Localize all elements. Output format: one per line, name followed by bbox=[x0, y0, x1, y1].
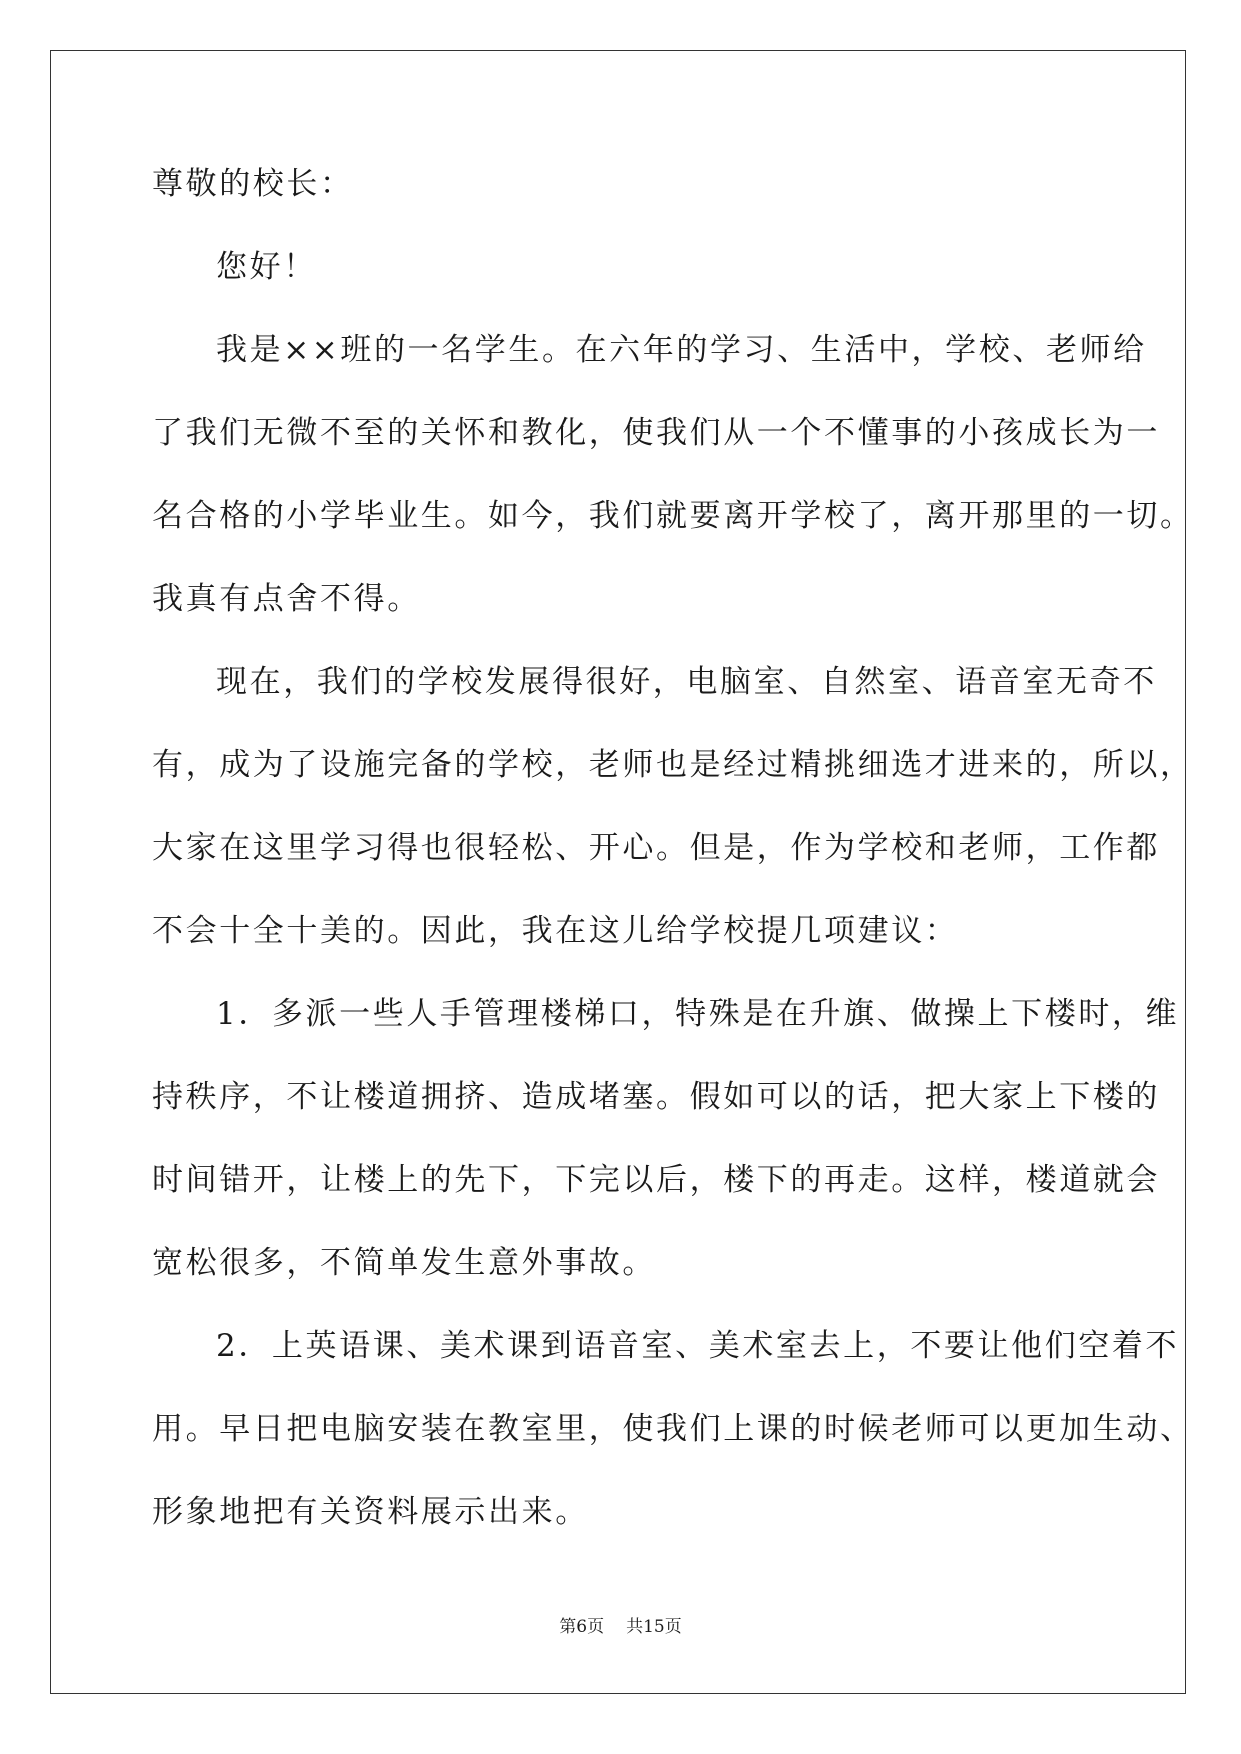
suggestion-2-line: 形象地把有关资料展示出来。 bbox=[152, 1494, 589, 1530]
paragraph-line: 现在，我们的学校发展得很好，电脑室、自然室、语音室无奇不 bbox=[216, 664, 1157, 700]
paragraph-line: 大家在这里学习得也很轻松、开心。但是，作为学校和老师，工作都 bbox=[152, 830, 1160, 866]
page-footer bbox=[0, 1617, 1241, 1637]
salutation: 尊敬的校长： bbox=[152, 166, 354, 202]
paragraph-line: 我真有点舍不得。 bbox=[152, 581, 421, 617]
suggestion-1-line: 持秩序，不让楼道拥挤、造成堵塞。假如可以的话，把大家上下楼的 bbox=[152, 1079, 1160, 1115]
suggestion-2-line: 2．上英语课、美术课到语音室、美术室去上，不要让他们空着不 bbox=[216, 1328, 1180, 1364]
paragraph-line: 有，成为了设施完备的学校，老师也是经过精挑细选才进来的，所以， bbox=[152, 747, 1194, 783]
paragraph-line: 不会十全十美的。因此，我在这儿给学校提几项建议： bbox=[152, 913, 959, 949]
suggestion-1-line: 时间错开，让楼上的先下，下完以后，楼下的再走。这样，楼道就会 bbox=[152, 1162, 1160, 1198]
paragraph-line: 我是××班的一名学生。在六年的学习、生活中，学校、老师给 bbox=[216, 332, 1147, 368]
page-number-total: 共15页 bbox=[626, 1617, 682, 1637]
suggestion-1-line: 宽松很多，不简单发生意外事故。 bbox=[152, 1245, 656, 1281]
greeting: 您好！ bbox=[216, 249, 317, 285]
suggestion-1-line: 1．多派一些人手管理楼梯口，特殊是在升旗、做操上下楼时，维 bbox=[216, 996, 1180, 1032]
suggestion-2-line: 用。早日把电脑安装在教室里，使我们上课的时候老师可以更加生动、 bbox=[152, 1411, 1194, 1447]
paragraph-line: 名合格的小学毕业生。如今，我们就要离开学校了，离开那里的一切。 bbox=[152, 498, 1194, 534]
page-number-current: 第6页 bbox=[559, 1617, 605, 1637]
paragraph-line: 了我们无微不至的关怀和教化，使我们从一个不懂事的小孩成长为一 bbox=[152, 415, 1160, 451]
letter-body bbox=[152, 164, 1194, 1533]
